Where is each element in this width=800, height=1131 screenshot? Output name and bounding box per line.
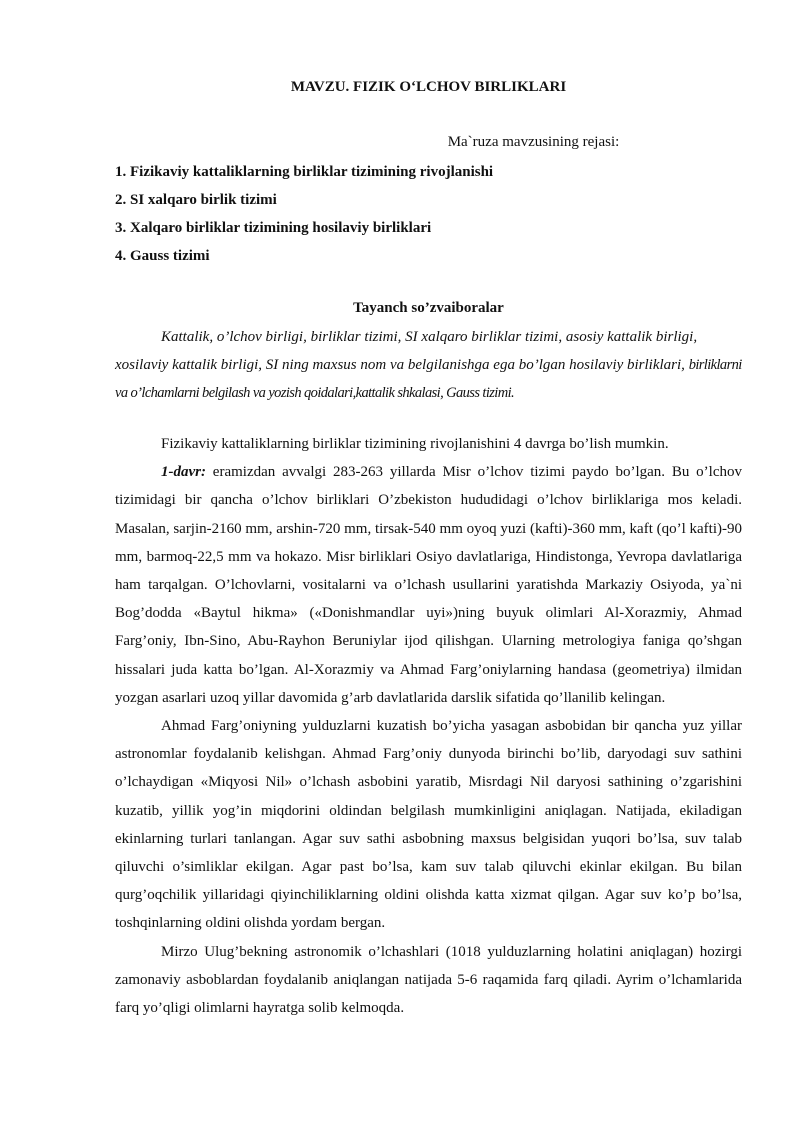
paragraph-1: Fizikaviy kattaliklarning birliklar tizimining rivojlanishini 4 davrga bo’lish mumkin. (161, 436, 669, 452)
plan-item-3: 3. Xalqaro birliklar tizimining hosilaviy birliklari (115, 220, 432, 236)
paragraph-2-text: eramizdan avvalgi 283-263 yillarda Misr o’lchov tizimi paydo bo’lgan. Bu o’lchov tizimidagi bir qancha o’lchov birliklari O’zbekiston hududidagi o’lchov birliklariga mos keladi. Masalan, sarjin-2160 mm, arshin-720 mm, tirsak-540 mm oyoq yuzi (kafti)-360 mm, kaft (qo’l kafti)-90 mm, barmoq-22,5 mm va hokazo. Misr birliklari Osiyo davlatlariga, Hindistonga, Yevropa davlatlariga ham tarqalgan. O’lchovlarni, vositalarni va o’lchash usullarini yaratishda Markaziy Osiyoda, ya`ni Bog’dodda «Baytul hikma» («Donishmandlar uyi»)ning buyuk olimlari Al-Xorazmiy, Ahmad Farg’oniy, Ibn-Sino, Abu-Rayhon Beruniylar ijod qilishgan. Ularning metrologiya faniga qo’shgan hissalari juda katta bo’lgan. Al-Xorazmiy va Ahmad Farg’oniylarning handasa (geometriya) ilmidan yozgan asarlari uzoq yillar davomida g’arb davlatlarida darslik sifatida qo’llanilib kelingan. (115, 464, 742, 706)
lecture-plan-list (115, 158, 742, 270)
keywords-text-main: Kattalik, o’lchov birligi, birliklar tizimi, SI xalqaro birliklar tizimi, asosiy kattalik birligi, xosilaviy kattalik birligi, SI ning maxsus nom va belgilanishga ega bo’lgan hosilaviy birliklari, (115, 329, 698, 373)
body-text (115, 430, 742, 1022)
document-title: MAVZU. FIZIK O‘LCHOV BIRLIKLARI (290, 79, 567, 95)
period-label: 1-davr: (161, 464, 206, 481)
keywords-text (115, 323, 742, 407)
paragraph-3: Ahmad Farg’oniyning yulduzlarni kuzatish bo’yicha yasagan asbobidan bir qancha yuz yillar astronomlar foydalanib kelishgan. Ahmad Farg’oniy dunyoda birinchi bo’lib, daryodagi suv sathini o’lchaydigan «Miqyosi Nil» o’lchash asbobini yaratib, Misrdagi Nil daryosi sathining o’zgarishini kuzatib, yillik yog’in miqdorini oldindan belgilash mumkinligini aniqlagan. Natijada, ekiladigan ekinlarning turlari tanlangan. Agar suv sathi asbobning maxsus belgisidan yuqori bo’lsa, suv talab qiluvchi o’simliklar ekilgan. Agar past bo’lsa, kam suv talab qiluvchi ekinlar ekilgan. Bu bilan qurg’oqchilik yillaridagi qiyinchiliklarning oldini olishda katta xizmat qilgan. Agar suv ko’p bo’lsa, toshqinlarning oldini olishda yordam bergan. (115, 718, 742, 932)
keywords-heading: Tayanch so’zvaiboralar (353, 300, 504, 316)
keywords-text-tail: birliklarni va o’lchamlarni belgilash va yozish qoidalari,kattalik shkalasi, Gauss tizimi. (115, 357, 742, 401)
paragraph-2 (115, 458, 742, 712)
paragraph-4: Mirzo Ulug’bekning astronomik o’lchashlari (1018 yulduzlarning holatini aniqlagan) hozirgi zamonaviy asboblardan foydalanib aniqlangan natijada 5-6 raqamida farq qiladi. Ayrim o’lchamlarida farq yo’qligi olimlarni hayratga solib kelmoqda. (115, 943, 742, 1017)
plan-item-4: 4. Gauss tizimi (115, 248, 210, 264)
plan-item-2: 2. SI xalqaro birlik tizimi (115, 192, 277, 208)
plan-item-1: 1. Fizikaviy kattaliklarning birliklar tizimining rivojlanishi (115, 164, 494, 180)
lecture-plan-heading: Ma`ruza mavzusining rejasi: (447, 134, 620, 150)
